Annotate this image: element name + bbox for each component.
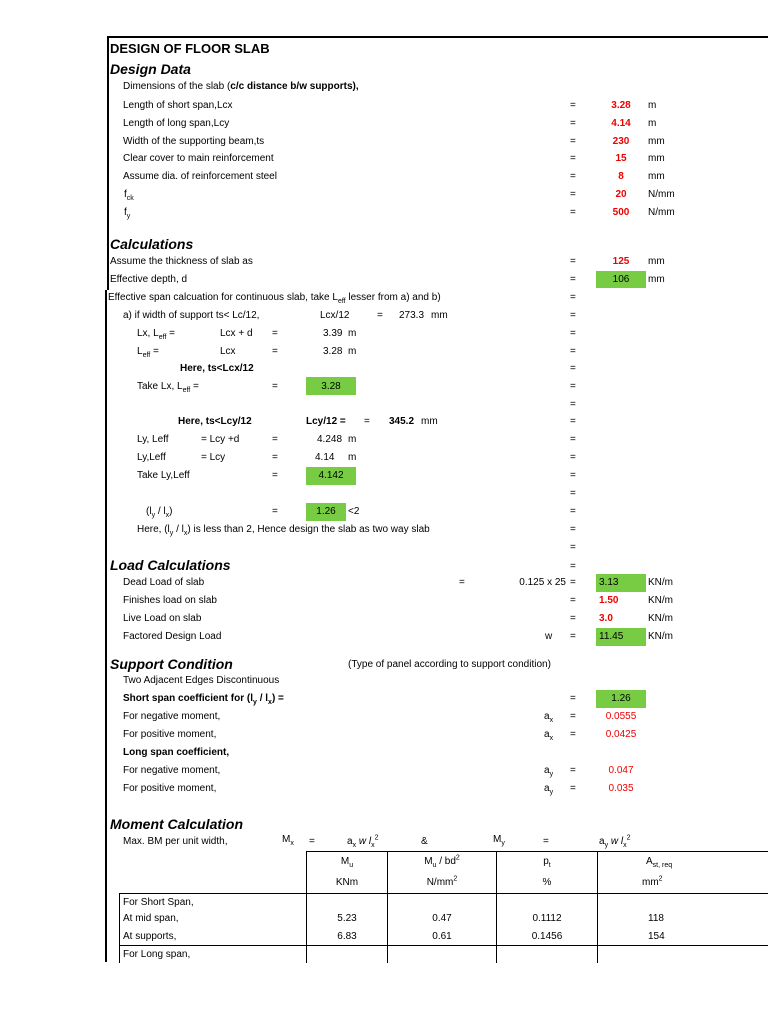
factored-load-label: Factored Design Load — [123, 631, 222, 642]
neg-moment-y-value: 0.047 — [608, 765, 634, 776]
mx-f-sub: x — [352, 842, 357, 849]
short-coeff-text: Short span coefficient for (l — [123, 693, 254, 704]
fck-eq: = — [570, 189, 576, 200]
row-supports-pt: 0.1456 — [531, 931, 563, 942]
case-a-eq: = — [377, 310, 383, 321]
lx-leff-value: 3.39 — [323, 328, 343, 339]
mubd-unit-text: N/mm — [426, 877, 454, 888]
my-sub: y — [501, 840, 505, 847]
clear-cover-unit: mm — [648, 153, 665, 164]
long-span-eq: = — [570, 118, 576, 129]
my-formula — [599, 836, 630, 848]
factored-load-eq: = — [570, 631, 576, 642]
col-ast-header — [646, 856, 672, 868]
neg-moment-x-sym — [544, 711, 553, 723]
my-f-w: w l — [608, 836, 624, 847]
neg-moment-y-sym — [544, 765, 553, 777]
col-ast-unit — [642, 877, 663, 889]
ly-leff2-expr: = Lcy — [201, 452, 226, 463]
ay2-a: a — [544, 783, 550, 794]
fy-sub: y — [126, 213, 131, 220]
short-span-eq: = — [570, 100, 576, 111]
fy-label — [124, 207, 130, 219]
mx-f-sup: 2 — [374, 834, 379, 842]
sheet-title: DESIGN OF FLOOR SLAB — [110, 41, 270, 56]
top-border — [107, 36, 768, 38]
ampersand: & — [421, 836, 428, 847]
bar-dia-eq: = — [570, 171, 576, 182]
long-span-label: Length of long span,Lcy — [123, 118, 230, 129]
take-lx-sub: eff — [182, 387, 191, 394]
ly-leff-expr: = Lcy +d — [201, 434, 240, 445]
lcy12-value: 345.2 — [389, 416, 415, 427]
row-long-span-label: For Long span, — [123, 949, 191, 960]
dead-load-mid-eq: = — [459, 577, 465, 588]
max-bm-label: Max. BM per unit width, — [123, 836, 228, 847]
panel-type: Two Adjacent Edges Discontinuous — [123, 675, 280, 686]
pos-moment-y-label: For positive moment, — [123, 783, 217, 794]
thickness-eq: = — [570, 256, 576, 267]
eq-col-8: = — [570, 416, 576, 427]
ly-leff-label: Ly, Leff — [137, 434, 169, 445]
neg-moment-y-label: For negative moment, — [123, 765, 221, 776]
factored-load-value: 11.45 — [599, 631, 624, 642]
lcy12-eq: = — [364, 416, 370, 427]
take-ly-value: 4.142 — [318, 470, 344, 481]
my-f-a: a — [599, 836, 605, 847]
fck-unit: N/mm — [648, 189, 675, 200]
case-a-label: a) if width of support ts< Lc/12, — [123, 310, 260, 321]
here-lcx-note: Here, ts<Lcx/12 — [180, 363, 254, 374]
pos-moment-y-eq: = — [570, 783, 576, 794]
leff-post: = — [150, 346, 159, 357]
ly-leff2-eq: = — [272, 452, 278, 463]
lx-sub: eff — [158, 334, 167, 341]
ast-unit-sup: 2 — [658, 875, 663, 883]
take-lx-eq: = — [272, 381, 278, 392]
ly-leff2-value: 4.14 — [315, 452, 335, 463]
eq-col-6: = — [570, 381, 576, 392]
load-calculations-heading: Load Calculations — [110, 557, 231, 573]
ast-a: A — [646, 856, 653, 867]
dimensions-intro-bold: c/c distance b/w supports), — [230, 81, 359, 92]
finishes-load-value: 1.50 — [599, 595, 619, 606]
lx-post: = — [166, 328, 175, 339]
eq-col-13: = — [570, 506, 576, 517]
mx-f-wsub: x — [371, 842, 375, 849]
pos-moment-x-label: For positive moment, — [123, 729, 217, 740]
ax-sub: x — [549, 717, 554, 724]
take-ly-eq: = — [272, 470, 278, 481]
lcy12-label: Lcy/12 = — [306, 416, 346, 427]
moment-calculation-heading: Moment Calculation — [110, 816, 244, 832]
my-eq: = — [543, 836, 549, 847]
ax2-a: a — [544, 729, 550, 740]
mx-sub: x — [290, 840, 294, 847]
row-supports-ast: 154 — [648, 931, 665, 942]
ratio-value: 1.26 — [316, 506, 336, 517]
take-lx-label — [137, 381, 199, 393]
table-top-line — [306, 851, 768, 852]
mx-symbol — [282, 834, 294, 846]
ly-leff2-unit: m — [348, 452, 357, 463]
lx-leff-label — [137, 328, 175, 340]
dimensions-intro — [123, 81, 359, 93]
pt-p: p — [543, 856, 549, 867]
dead-load-value: 3.13 — [599, 577, 619, 588]
bar-dia-label: Assume dia. of reinforcement steel — [123, 171, 277, 182]
finishes-load-label: Finishes load on slab — [123, 595, 217, 606]
fy-value: 500 — [612, 207, 630, 218]
mx-formula — [347, 836, 378, 848]
row-mid-span-ast: 118 — [648, 913, 664, 924]
ast-sub: st, req — [652, 862, 673, 869]
short-span-unit: m — [648, 100, 657, 111]
fy-f: f — [124, 207, 127, 218]
dead-load-expr: 0.125 x 25 — [519, 577, 566, 588]
left-border-bottom — [105, 290, 107, 962]
live-load-unit: KN/m — [648, 613, 673, 624]
eq-col-3: = — [570, 328, 576, 339]
effective-depth-value: 106 — [612, 274, 630, 285]
short-span-label: Length of short span,Lcx — [123, 100, 233, 111]
eq-col-2: = — [570, 310, 576, 321]
effective-depth-label: Effective depth, d — [110, 274, 188, 285]
factored-load-sym: w — [545, 631, 553, 642]
ly-leff-value: 4.248 — [317, 434, 343, 445]
leff-label — [137, 346, 159, 358]
beam-width-label: Width of the supporting beam,ts — [123, 136, 265, 147]
table-col-0 — [119, 893, 120, 963]
pt-sub: t — [548, 862, 551, 869]
table-row3-line — [119, 945, 768, 946]
live-load-value: 3.0 — [599, 613, 613, 624]
mx-m: M — [282, 834, 291, 845]
eq-col-4: = — [570, 346, 576, 357]
clear-cover-label: Clear cover to main reinforcement — [123, 153, 274, 164]
thickness-unit: mm — [648, 256, 665, 267]
case-a-lcx12: Lcx/12 — [320, 310, 350, 321]
mubd-post: / bd — [436, 856, 456, 867]
ax-a: a — [544, 711, 550, 722]
case-a-value: 273.3 — [399, 310, 425, 321]
bar-dia-unit: mm — [648, 171, 665, 182]
beam-width-value: 230 — [612, 136, 630, 147]
leff-value: 3.28 — [323, 346, 343, 357]
thickness-value: 125 — [612, 256, 630, 267]
row-short-span-label: For Short Span, — [123, 897, 194, 908]
row-mid-span-label: At mid span, — [123, 913, 179, 924]
pos-moment-x-value: 0.0425 — [605, 729, 637, 740]
table-col-4 — [597, 851, 598, 963]
neg-moment-x-value: 0.0555 — [605, 711, 637, 722]
ly-leff2-label: Ly,Leff — [137, 452, 166, 463]
short-span-value: 3.28 — [611, 100, 631, 111]
mubd-m: M — [424, 856, 433, 867]
col-mubd-header — [388, 856, 496, 868]
long-span-value: 4.14 — [611, 118, 631, 129]
eff-span-sub: eff — [337, 298, 346, 305]
fy-eq: = — [570, 207, 576, 218]
leff-unit: m — [348, 346, 357, 357]
dead-load-label: Dead Load of slab — [123, 577, 205, 588]
row-supports-mubd: 0.61 — [432, 931, 452, 942]
mx-f-w: w l — [356, 836, 372, 847]
mx-eq: = — [309, 836, 315, 847]
col-mu-unit: KNm — [335, 877, 359, 888]
ratio-eq: = — [272, 506, 278, 517]
row-supports-mu: 6.83 — [337, 931, 357, 942]
eq-col-15: = — [570, 542, 576, 553]
bar-dia-value: 8 — [618, 171, 624, 182]
ay2-sub: y — [549, 789, 554, 796]
row-mid-span-pt: 0.1112 — [532, 913, 562, 924]
eq-col-16: = — [570, 561, 576, 572]
eq-col-11: = — [570, 470, 576, 481]
ay-sub: y — [549, 771, 554, 778]
mx-f-a: a — [347, 836, 353, 847]
ratio-label: $(l_y / l_x)$ — [146, 506, 173, 519]
case-a-unit: mm — [431, 310, 448, 321]
design-data-heading: Design Data — [110, 61, 191, 77]
pos-moment-x-sym — [544, 729, 553, 741]
col-pt-header — [497, 856, 597, 868]
col-mubd-unit — [388, 877, 496, 889]
long-span-unit: m — [648, 118, 657, 129]
ratio-paren: (l — [146, 506, 152, 517]
take-lx-post: = — [190, 381, 199, 392]
my-symbol — [493, 834, 505, 846]
row-supports-label: At supports, — [123, 931, 177, 942]
leff-text: L — [137, 346, 143, 357]
mu-m: M — [340, 856, 350, 867]
clear-cover-eq: = — [570, 153, 576, 164]
pos-moment-y-value: 0.035 — [608, 783, 634, 794]
pos-moment-x-eq: = — [570, 729, 576, 740]
eff-span-text-post: lesser from a) and b) — [345, 292, 441, 303]
ly-leff-unit: m — [348, 434, 357, 445]
my-f-wsub: x — [623, 842, 627, 849]
mu-sub: u — [349, 862, 354, 869]
my-m: M — [493, 834, 502, 845]
lx-leff-unit: m — [348, 328, 357, 339]
dead-load-unit: KN/m — [648, 577, 673, 588]
leff-sub: eff — [142, 352, 151, 359]
col-mu-header — [307, 856, 387, 868]
here-lcy-note: Here, ts<Lcy/12 — [178, 416, 252, 427]
eq-col-9: = — [570, 434, 576, 445]
conclusion-text: ) is less than 2, Hence design the slab as two way slab — [187, 524, 430, 535]
fck-sub: ck — [126, 195, 134, 202]
lx-leff-expr: Lcx + d — [220, 328, 253, 339]
effective-depth-unit: mm — [648, 274, 665, 285]
finishes-load-unit: KN/m — [648, 595, 673, 606]
row-mid-span-mubd: 0.47 — [432, 913, 452, 924]
leff-eq: = — [272, 346, 278, 357]
fy-unit: N/mm — [648, 207, 675, 218]
my-f-sub: y — [604, 842, 609, 849]
ay-a: a — [544, 765, 550, 776]
eq-col-1: = — [570, 292, 576, 303]
effective-depth-eq: = — [570, 274, 576, 285]
mubd-sup: 2 — [455, 854, 460, 862]
take-ly-label: Take Ly,Leff — [137, 470, 190, 481]
pos-moment-y-sym — [544, 783, 553, 795]
beam-width-eq: = — [570, 136, 576, 147]
neg-moment-x-eq: = — [570, 711, 576, 722]
clear-cover-value: 15 — [615, 153, 627, 164]
two-way-conclusion: Here, $(l_y / l_x)$ is less than 2, Hence design the slab as two way slab — [137, 524, 430, 537]
dimensions-intro-text: Dimensions of the slab ( — [123, 81, 231, 92]
fck-f: f — [124, 189, 127, 200]
dead-load-eq: = — [570, 577, 576, 588]
take-lx-value: 3.28 — [321, 381, 341, 392]
left-border-top — [107, 36, 109, 290]
eq-col-10: = — [570, 452, 576, 463]
row-mid-span-mu: 5.23 — [337, 913, 357, 924]
ast-unit-text: mm — [642, 877, 659, 888]
eq-col-12: = — [570, 488, 576, 499]
ax2-sub: x — [549, 735, 554, 742]
col-pt-unit: % — [542, 877, 552, 888]
mubd-unit-sup: 2 — [453, 875, 458, 883]
ly-leff-eq: = — [272, 434, 278, 445]
ratio-note: <2 — [348, 506, 360, 517]
long-coeff-label: Long span coefficient, — [123, 747, 230, 758]
fck-value: 20 — [615, 189, 627, 200]
eq-col-5: = — [570, 363, 576, 374]
effective-span-intro — [108, 292, 441, 304]
support-condition-heading: Support Condition — [110, 656, 233, 672]
live-load-eq: = — [570, 613, 576, 624]
live-load-label: Live Load on slab — [123, 613, 202, 624]
eq-col-7: = — [570, 399, 576, 410]
mubd-sub: u — [432, 862, 437, 869]
eq-col-14: = — [570, 524, 576, 535]
support-condition-note: (Type of panel according to support condition) — [348, 659, 551, 670]
short-coeff-label: Short span coefficient for $(l_y / l_x)$ = — [123, 693, 284, 706]
neg-moment-x-label: For negative moment, — [123, 711, 221, 722]
beam-width-unit: mm — [648, 136, 665, 147]
table-header-bottom-line — [119, 893, 768, 894]
short-coeff-eq: = — [570, 693, 576, 704]
fck-label — [124, 189, 134, 201]
lx-text: Lx, L — [137, 328, 159, 339]
finishes-load-eq: = — [570, 595, 576, 606]
my-f-sup: 2 — [626, 834, 631, 842]
eff-span-text: Effective span calcuation for continuous slab, take L — [108, 292, 338, 303]
lx-leff-eq: = — [272, 328, 278, 339]
leff-expr: Lcx — [220, 346, 236, 357]
neg-moment-y-eq: = — [570, 765, 576, 776]
take-lx-text: Take Lx, L — [137, 381, 183, 392]
thickness-label: Assume the thickness of slab as — [110, 256, 253, 267]
calculations-heading: Calculations — [110, 236, 194, 252]
lcy12-unit: mm — [421, 416, 438, 427]
factored-load-unit: KN/m — [648, 631, 673, 642]
short-coeff-value: 1.26 — [611, 693, 631, 704]
